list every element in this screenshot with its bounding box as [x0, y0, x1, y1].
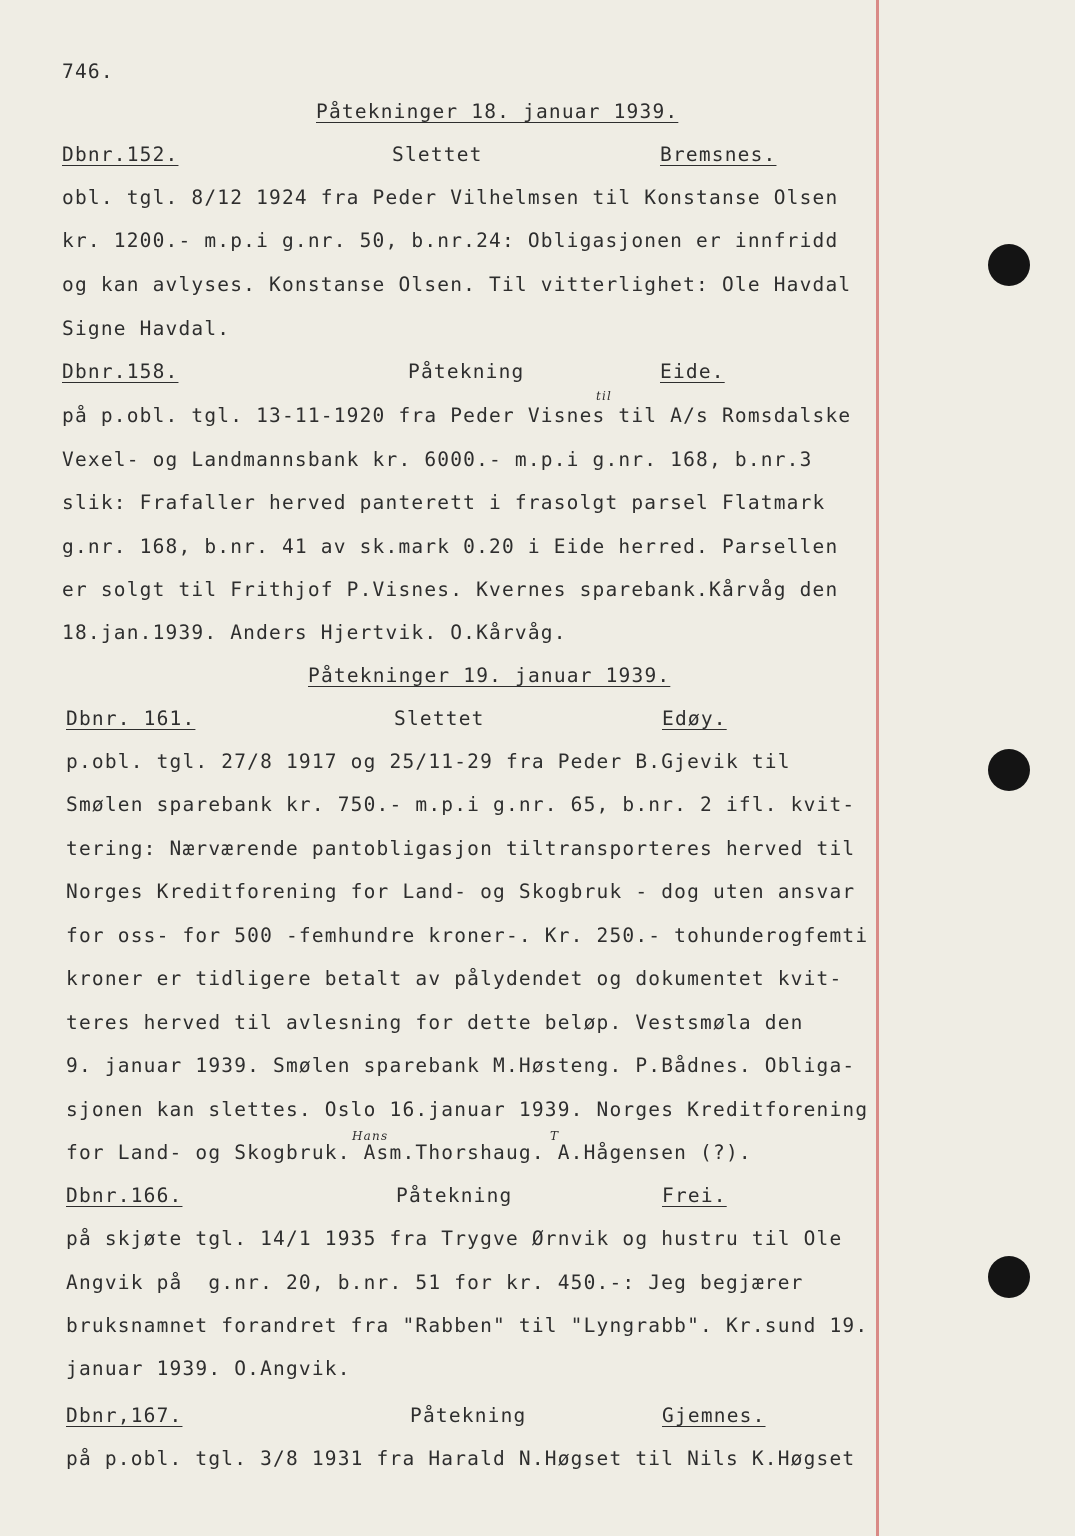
- entry-type: Påtekning: [396, 1184, 513, 1207]
- entry-line: Signe Havdal.: [62, 317, 231, 340]
- entry-type: Slettet: [392, 143, 483, 166]
- entry-dbnr: Dbnr,167.: [66, 1404, 183, 1427]
- entry-line: er solgt til Frithjof P.Visnes. Kvernes sparebank.Kårvåg den: [62, 578, 839, 601]
- entry-line: Vexel- og Landmannsbank kr. 6000.- m.p.i g.nr. 168, b.nr.3: [62, 448, 813, 471]
- entry-type: Påtekning: [408, 360, 525, 383]
- punch-hole-top: [988, 244, 1030, 286]
- entry-line: 18.jan.1939. Anders Hjertvik. O.Kårvåg.: [62, 621, 567, 644]
- entry-dbnr: Dbnr. 161.: [66, 707, 196, 730]
- entry-line: slik: Frafaller herved panterett i frasolgt parsel Flatmark: [62, 491, 826, 514]
- entry-line: Smølen sparebank kr. 750.- m.p.i g.nr. 65, b.nr. 2 ifl. kvit-: [66, 793, 856, 816]
- entry-line: Angvik på g.nr. 20, b.nr. 51 for kr. 450.-: Jeg begjærer: [66, 1271, 804, 1294]
- entry-line: kr. 1200.- m.p.i g.nr. 50, b.nr.24: Obligasjonen er innfridd: [62, 229, 839, 252]
- entry-line: på p.obl. tgl. 3/8 1931 fra Harald N.Høgset til Nils K.Høgset: [66, 1447, 856, 1470]
- entry-place: Frei.: [662, 1184, 727, 1207]
- entry-dbnr: Dbnr.166.: [66, 1184, 183, 1207]
- entry-line: januar 1939. O.Angvik.: [66, 1357, 351, 1380]
- entry-place: Bremsnes.: [660, 143, 777, 166]
- handwritten-insert: Hans: [352, 1129, 389, 1143]
- punch-hole-middle: [988, 749, 1030, 791]
- entry-place: Eide.: [660, 360, 725, 383]
- entry-dbnr: Dbnr.158.: [62, 360, 179, 383]
- page-number: 746.: [62, 60, 114, 83]
- entry-line: Norges Kreditforening for Land- og Skogbruk - dog uten ansvar: [66, 880, 856, 903]
- entry-line: g.nr. 168, b.nr. 41 av sk.mark 0.20 i Eide herred. Parsellen: [62, 535, 839, 558]
- entry-type: Slettet: [394, 707, 485, 730]
- entry-line: på p.obl. tgl. 13-11-1920 fra Peder Visnes til A/s Romsdalske: [62, 404, 852, 427]
- entry-line: obl. tgl. 8/12 1924 fra Peder Vilhelmsen til Konstanse Olsen: [62, 186, 839, 209]
- entry-line: tering: Nærværende pantobligasjon tiltransporteres herved til: [66, 837, 856, 860]
- entry-place: Edøy.: [662, 707, 727, 730]
- entry-line: på skjøte tgl. 14/1 1935 fra Trygve Ørnvik og hustru til Ole: [66, 1227, 843, 1250]
- entry-place: Gjemnes.: [662, 1404, 766, 1427]
- punch-hole-bottom: [988, 1256, 1030, 1298]
- section-heading: Påtekninger 19. januar 1939.: [308, 664, 671, 687]
- entry-dbnr: Dbnr.152.: [62, 143, 179, 166]
- entry-line: for oss- for 500 -femhundre kroner-. Kr. 250.- tohunderogfemti: [66, 924, 869, 947]
- entry-line: sjonen kan slettes. Oslo 16.januar 1939. Norges Kreditforening: [66, 1098, 869, 1121]
- handwritten-insert: til: [596, 389, 613, 403]
- entry-line: 9. januar 1939. Smølen sparebank M.Høsteng. P.Bådnes. Obliga-: [66, 1054, 856, 1077]
- entry-line: teres herved til avlesning for dette beløp. Vestsmøla den: [66, 1011, 804, 1034]
- entry-line: p.obl. tgl. 27/8 1917 og 25/11-29 fra Peder B.Gjevik til: [66, 750, 791, 773]
- handwritten-insert: T: [550, 1129, 560, 1143]
- entry-line: for Land- og Skogbruk. Asm.Thorshaug. A.Hågensen (?).: [66, 1141, 752, 1164]
- entry-line: og kan avlyses. Konstanse Olsen. Til vitterlighet: Ole Havdal: [62, 273, 852, 296]
- red-margin-line: [876, 0, 879, 1536]
- entry-line: bruksnamnet forandret fra "Rabben" til "Lyngrabb". Kr.sund 19.: [66, 1314, 869, 1337]
- section-heading: Påtekninger 18. januar 1939.: [316, 100, 679, 123]
- entry-line: kroner er tidligere betalt av pålydendet og dokumentet kvit-: [66, 967, 843, 990]
- entry-type: Påtekning: [410, 1404, 527, 1427]
